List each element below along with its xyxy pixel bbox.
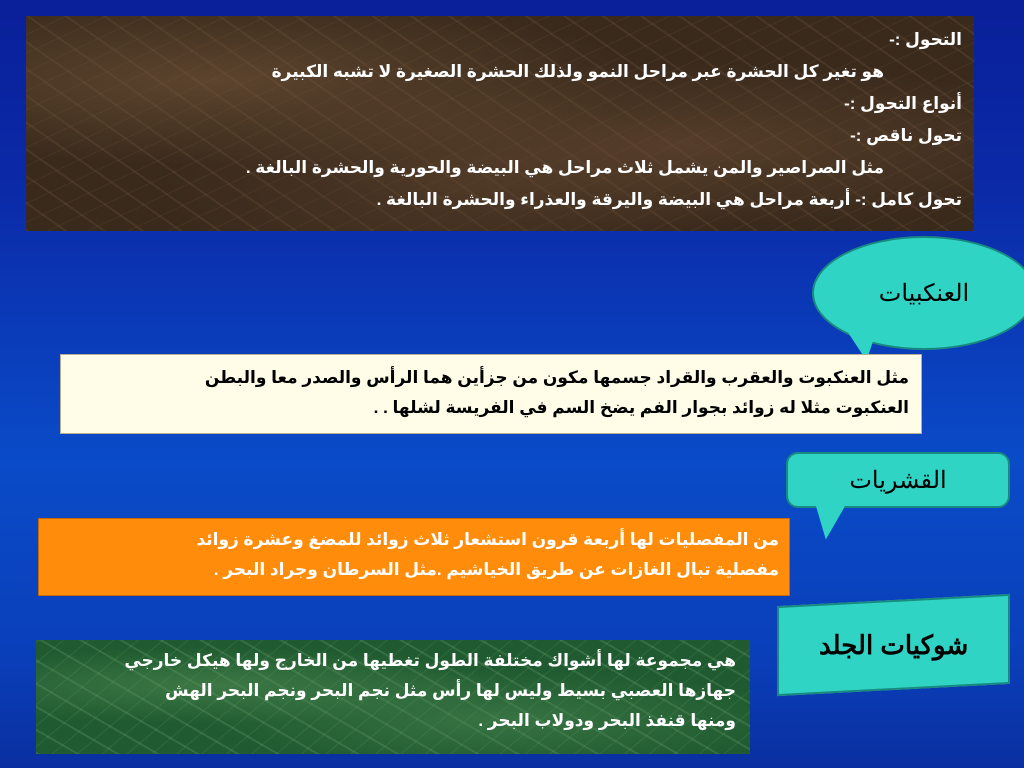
crustaceans-text-line-1: من المفصليات لها أربعة قرون استشعار ثلاث زوائد للمضغ وعشرة زوائد xyxy=(196,530,779,549)
metamorphosis-types-heading: أنواع التحول :- xyxy=(844,94,962,113)
arachnids-callout xyxy=(812,236,1024,350)
echinoderms-text-line-2: جهازها العصبي بسيط وليس لها رأس مثل نجم البحر ونجم البحر الهش xyxy=(165,681,736,700)
crustaceans-label: القشريات xyxy=(849,466,947,494)
echinoderms-text-box xyxy=(36,640,750,754)
arachnids-text-line-1: مثل العنكبوت والعقرب والقراد جسمها مكون من جزأين هما الرأس والصدر معا والبطن xyxy=(204,368,909,387)
callout-tail xyxy=(791,487,845,540)
echinoderms-text-line-1: هي مجموعة لها أشواك مختلفة الطول تغطيها من الخارج ولها هيكل خارجي xyxy=(124,651,736,670)
complete-metamorphosis-text: تحول كامل :- أربعة مراحل هي البيضة واليرقة والعذراء والحشرة البالغة . xyxy=(376,190,962,209)
echinoderms-label: شوكيات الجلد xyxy=(818,629,969,660)
crustaceans-text-box xyxy=(38,518,790,596)
incomplete-metamorphosis-text: مثل الصراصير والمن يشمل ثلاث مراحل هي البيضة والحورية والحشرة البالغة . xyxy=(245,158,884,177)
arachnids-text-line-2: العنكبوت مثلا له زوائد بجوار الفم يضخ السم في الفريسة لشلها . . xyxy=(373,398,909,417)
arachnids-text-box xyxy=(60,354,922,434)
incomplete-metamorphosis-heading: تحول ناقص :- xyxy=(850,126,962,145)
crustaceans-text-line-2: مفصلية تبال الغازات عن طريق الخياشيم .مثل السرطان وجراد البحر . xyxy=(213,560,779,579)
metamorphosis-text-box xyxy=(26,16,974,231)
crustaceans-callout xyxy=(786,452,1010,508)
echinoderms-text-line-3: ومنها قنفذ البحر ودولاب البحر . xyxy=(478,711,736,730)
metamorphosis-heading: التحول :- xyxy=(889,30,962,49)
metamorphosis-definition: هو تغير كل الحشرة عبر مراحل النمو ولذلك الحشرة الصغيرة لا تشبه الكبيرة xyxy=(271,62,884,81)
callout-tail xyxy=(819,307,879,360)
echinoderms-label-box xyxy=(777,594,1010,696)
arachnids-label: العنكبيات xyxy=(878,279,970,307)
